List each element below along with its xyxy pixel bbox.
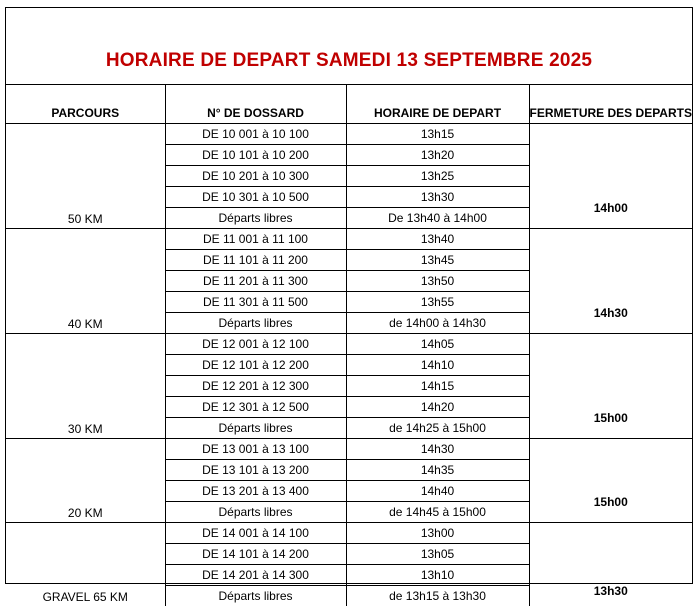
horaire-cell: 14h05: [346, 334, 529, 355]
horaire-cell: 13h55: [346, 292, 529, 313]
parcours-cell: [6, 124, 165, 229]
parcours-label: GRAVEL 65 KM: [6, 588, 165, 606]
horaire-cell: de 14h00 à 14h30: [346, 313, 529, 334]
dossard-cell: DE 13 201 à 13 400: [165, 481, 346, 502]
parcours-cell: [6, 334, 165, 439]
dossard-cell: Départs libres: [165, 418, 346, 439]
dossard-cell: DE 14 101 à 14 200: [165, 544, 346, 565]
dossard-cell: DE 12 301 à 12 500: [165, 397, 346, 418]
horaire-cell: 13h40: [346, 229, 529, 250]
parcours-cell: [6, 229, 165, 334]
table-row: [6, 439, 692, 460]
parcours-cell: [6, 439, 165, 523]
horaire-cell: 13h30: [346, 187, 529, 208]
parcours-cell: [6, 523, 165, 606]
dossard-cell: Départs libres: [165, 586, 346, 606]
horaire-cell: 13h05: [346, 544, 529, 565]
fermeture-time: 15h00: [530, 409, 693, 438]
dossard-cell: DE 11 001 à 11 100: [165, 229, 346, 250]
fermeture-cell: [529, 229, 692, 334]
page-title: HORAIRE DE DEPART SAMEDI 13 SEPTEMBRE 2025: [106, 50, 592, 84]
table-row: [6, 124, 692, 145]
horaire-cell: 13h20: [346, 145, 529, 166]
horaire-cell: 13h25: [346, 166, 529, 187]
horaire-cell: 14h15: [346, 376, 529, 397]
dossard-cell: DE 10 001 à 10 100: [165, 124, 346, 145]
dossard-cell: DE 13 001 à 13 100: [165, 439, 346, 460]
dossard-cell: DE 14 201 à 14 300: [165, 565, 346, 586]
horaire-cell: 14h10: [346, 355, 529, 376]
dossard-cell: DE 14 001 à 14 100: [165, 523, 346, 544]
horaire-cell: 14h40: [346, 481, 529, 502]
dossard-cell: Départs libres: [165, 208, 346, 229]
header-horaire: HORAIRE DE DEPART: [346, 85, 529, 124]
fermeture-time: 14h30: [530, 304, 693, 333]
parcours-label: 40 KM: [6, 315, 165, 333]
dossard-cell: DE 12 201 à 12 300: [165, 376, 346, 397]
horaire-cell: 13h10: [346, 565, 529, 586]
dossard-cell: DE 10 101 à 10 200: [165, 145, 346, 166]
parcours-label: 20 KM: [6, 504, 165, 522]
dossard-cell: Départs libres: [165, 313, 346, 334]
dossard-cell: DE 10 201 à 10 300: [165, 166, 346, 187]
title-box: [6, 8, 692, 85]
horaire-cell: 13h50: [346, 271, 529, 292]
fermeture-cell: [529, 523, 692, 606]
header-dossard: N° DE DOSSARD: [165, 85, 346, 124]
horaire-cell: 14h20: [346, 397, 529, 418]
horaire-cell: de 14h25 à 15h00: [346, 418, 529, 439]
dossard-cell: DE 11 201 à 11 300: [165, 271, 346, 292]
header-fermeture: FERMETURE DES DEPARTS: [529, 85, 692, 124]
fermeture-time: 13h30: [530, 582, 693, 606]
fermeture-time: 14h00: [530, 199, 693, 228]
table-row: [6, 334, 692, 355]
dossard-cell: DE 11 101 à 11 200: [165, 250, 346, 271]
horaire-cell: 13h00: [346, 523, 529, 544]
dossard-cell: DE 12 101 à 12 200: [165, 355, 346, 376]
fermeture-time: 15h00: [530, 493, 693, 522]
horaire-cell: 13h45: [346, 250, 529, 271]
dossard-cell: DE 11 301 à 11 500: [165, 292, 346, 313]
header-parcours: PARCOURS: [6, 85, 165, 124]
horaire-cell: 14h30: [346, 439, 529, 460]
fermeture-cell: [529, 334, 692, 439]
dossard-cell: DE 10 301 à 10 500: [165, 187, 346, 208]
horaire-cell: de 13h15 à 13h30: [346, 586, 529, 606]
parcours-label: 30 KM: [6, 420, 165, 438]
horaire-cell: 13h15: [346, 124, 529, 145]
dossard-cell: DE 13 101 à 13 200: [165, 460, 346, 481]
dossard-cell: DE 12 001 à 12 100: [165, 334, 346, 355]
table-header-row: [6, 85, 692, 124]
fermeture-cell: [529, 124, 692, 229]
schedule-table: [6, 85, 692, 606]
fermeture-cell: [529, 439, 692, 523]
schedule-body: [6, 124, 692, 606]
table-row: [6, 523, 692, 544]
parcours-label: 50 KM: [6, 210, 165, 228]
horaire-cell: de 14h45 à 15h00: [346, 502, 529, 523]
dossard-cell: Départs libres: [165, 502, 346, 523]
horaire-cell: De 13h40 à 14h00: [346, 208, 529, 229]
table-row: [6, 229, 692, 250]
horaire-cell: 14h35: [346, 460, 529, 481]
schedule-frame: [5, 7, 693, 584]
